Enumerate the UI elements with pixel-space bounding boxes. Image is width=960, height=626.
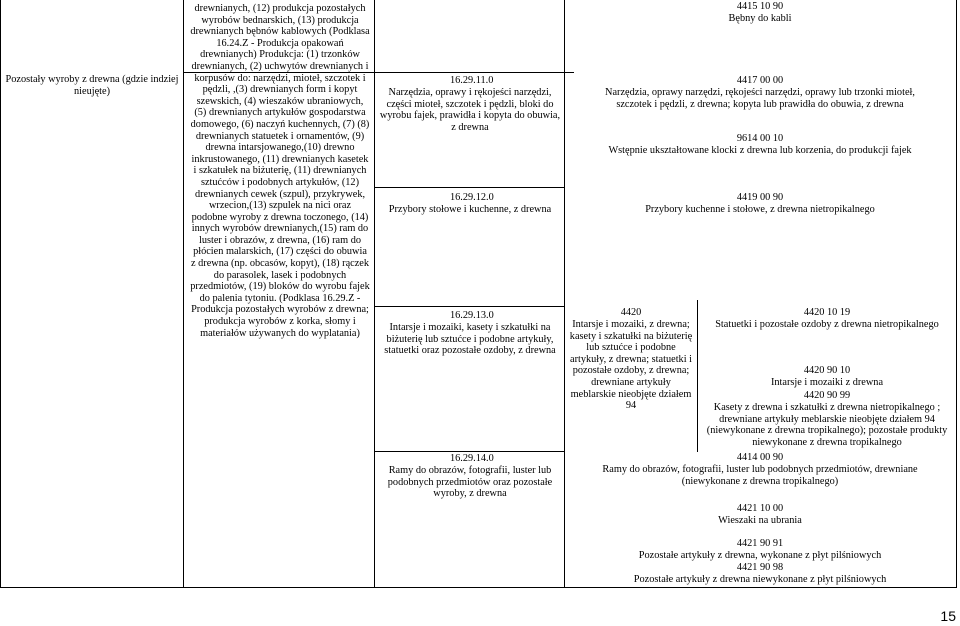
category-label: Pozostały wyroby z drewna (gdzie indziej nieujęte) — [5, 74, 179, 97]
page-number: 15 — [940, 608, 956, 624]
cn-code: 9614 00 10 — [736, 133, 784, 144]
cn-code: 4414 00 90 — [736, 452, 784, 463]
cn-description: Bębny do kabli — [728, 13, 792, 24]
row-divider — [374, 451, 564, 452]
pkwiu-code: 16.29.12.0 — [450, 192, 494, 203]
cn-description: Pozostałe artykuły z drewna, wykonane z płyt pilśniowych — [638, 550, 882, 561]
pkwiu-code: 16.29.13.0 — [450, 310, 494, 321]
cn-description: Narzędzia, oprawy narzędzi, rękojeści narzędzi, oprawy lub trzonki mioteł, szczotek i pędzli, z drewna; kopyta lub prawidła do obuwia, z drewna — [605, 87, 915, 110]
row-divider — [374, 187, 564, 188]
cn-description: Przybory kuchenne i stołowe, z drewna nietropikalnego — [645, 204, 875, 215]
pkwiu-description: Narzędzia, oprawy i rękojeści narzędzi, części mioteł, szczotek i pędzli, bloki do wyrobu fajek, prawidła i kopyta do obuwia, z drewna — [379, 87, 561, 133]
cn-description: Kasety z drewna i szkatułki z drewna nietropikalnego ; drewniane artykuły meblarskie nieobjęte działem 94 (niewykonane z drewna tropikalnego); pozostałe produkty niewykonane z drewna tropikalnego — [706, 402, 948, 448]
pkwiu-code: 16.29.11.0 — [450, 75, 494, 86]
cn-heading-code: 4420 — [620, 307, 642, 318]
column-divider-3 — [564, 0, 565, 588]
cn-heading-description: Intarsje i mozaiki, z drewna; kasety i szkatułki na biżuterię lub sztućce i podobne artykuły, z drewna; statuetki i pozostałe ozdoby, z drewna; drewniane artykuły meblarskie nieobjęte działem 94 — [569, 319, 693, 412]
row-divider — [374, 306, 564, 307]
cn-description: Ramy do obrazów, fotografii, luster lub podobnych przedmiotów, drewniane (niewykonane z drewna tropikalnego) — [602, 464, 918, 487]
cn-code: 4417 00 00 — [736, 75, 784, 86]
table-border-left — [0, 0, 1, 588]
cn-description: Wstępnie ukształtowane klocki z drewna lub korzenia, do produkcji fajek — [608, 145, 912, 156]
column-divider-4 — [697, 300, 698, 452]
pkwiu-code: 16.29.14.0 — [450, 453, 494, 464]
pkwiu-description: Przybory stołowe i kuchenne, z drewna — [388, 204, 552, 215]
class-description: drewnianych, (12) produkcja pozostałych wyrobów bednarskich, (13) produkcja drewnianych bębnów kablowych (Podklasa 16.24.Z - Produkcja opakowań drewnianych) Produkcja: (1) trzonków drewnianych, (2) uchwytów drewnianych i korpusów do: narzędzi, mioteł, szczotek i pędzli, ,(3) drewnianych form i kopyt szewskich, (4) wieszaków ubraniowych, (5) drewnianych artykułów gospodarstwa domowego, (6) naczyń kuchennych, (7) (8) drewnianych statuetek i ornamentów, (9) drewna intarsjowanego,(10) drewno inkrustowanego, (11) drewnianych kasetek i szkatułek na biżuterię, (11) drewnianych sztućców i podobnych artykułów, (12) drewnianych cewek (szpul), przykrywek, wrzecion,(13) szpulek na nici oraz podobne wyroby z drewna toczonego, (14) innych wyrobów drewnianych,(15) ram do luster i obrazów, z drewna, (16) ram do płócien malarskich, (17) części do obuwia z drewna (np. obcasów, kopyt), (18) rączek do parasolek, lasek i podobnych przedmiotów, (19) bloków do wyrobu fajek do palenia tytoniu. (Podklasa 16.29.Z - Produkcja pozostałych wyrobów z drewna; produkcja wyrobów z korka, słomy i materiałów używanych do wyplatania) — [190, 3, 370, 339]
table-border-bottom — [0, 587, 957, 588]
cn-description: Wieszaki na ubrania — [718, 515, 802, 526]
cn-code: 4421 10 00 — [736, 503, 784, 514]
cn-code: 4421 90 98 — [736, 562, 784, 573]
column-divider-1 — [183, 0, 184, 588]
table-border-right — [956, 0, 957, 588]
column-divider-2 — [374, 0, 375, 588]
cn-description: Intarsje i mozaiki z drewna — [770, 377, 884, 388]
cn-code: 4415 10 90 — [736, 1, 784, 12]
cn-code: 4420 90 99 — [803, 390, 851, 401]
pkwiu-description: Ramy do obrazów, fotografii, luster lub podobnych przedmiotów oraz pozostałe wyroby, z drewna — [387, 465, 553, 500]
cn-code: 4421 90 91 — [736, 538, 784, 549]
pkwiu-description: Intarsje i mozaiki, kasety i szkatułki na biżuterię lub sztućce i podobne artykuły, statuetki oraz pozostałe ozdoby, z drewna — [384, 322, 556, 357]
cn-code: 4420 90 10 — [803, 365, 851, 376]
cn-description: Statuetki i pozostałe ozdoby z drewna nietropikalnego — [715, 319, 939, 330]
cn-description: Pozostałe artykuły z drewna niewykonane z płyt pilśniowych — [633, 574, 887, 585]
cn-code: 4419 00 90 — [736, 192, 784, 203]
cn-code: 4420 10 19 — [803, 307, 851, 318]
